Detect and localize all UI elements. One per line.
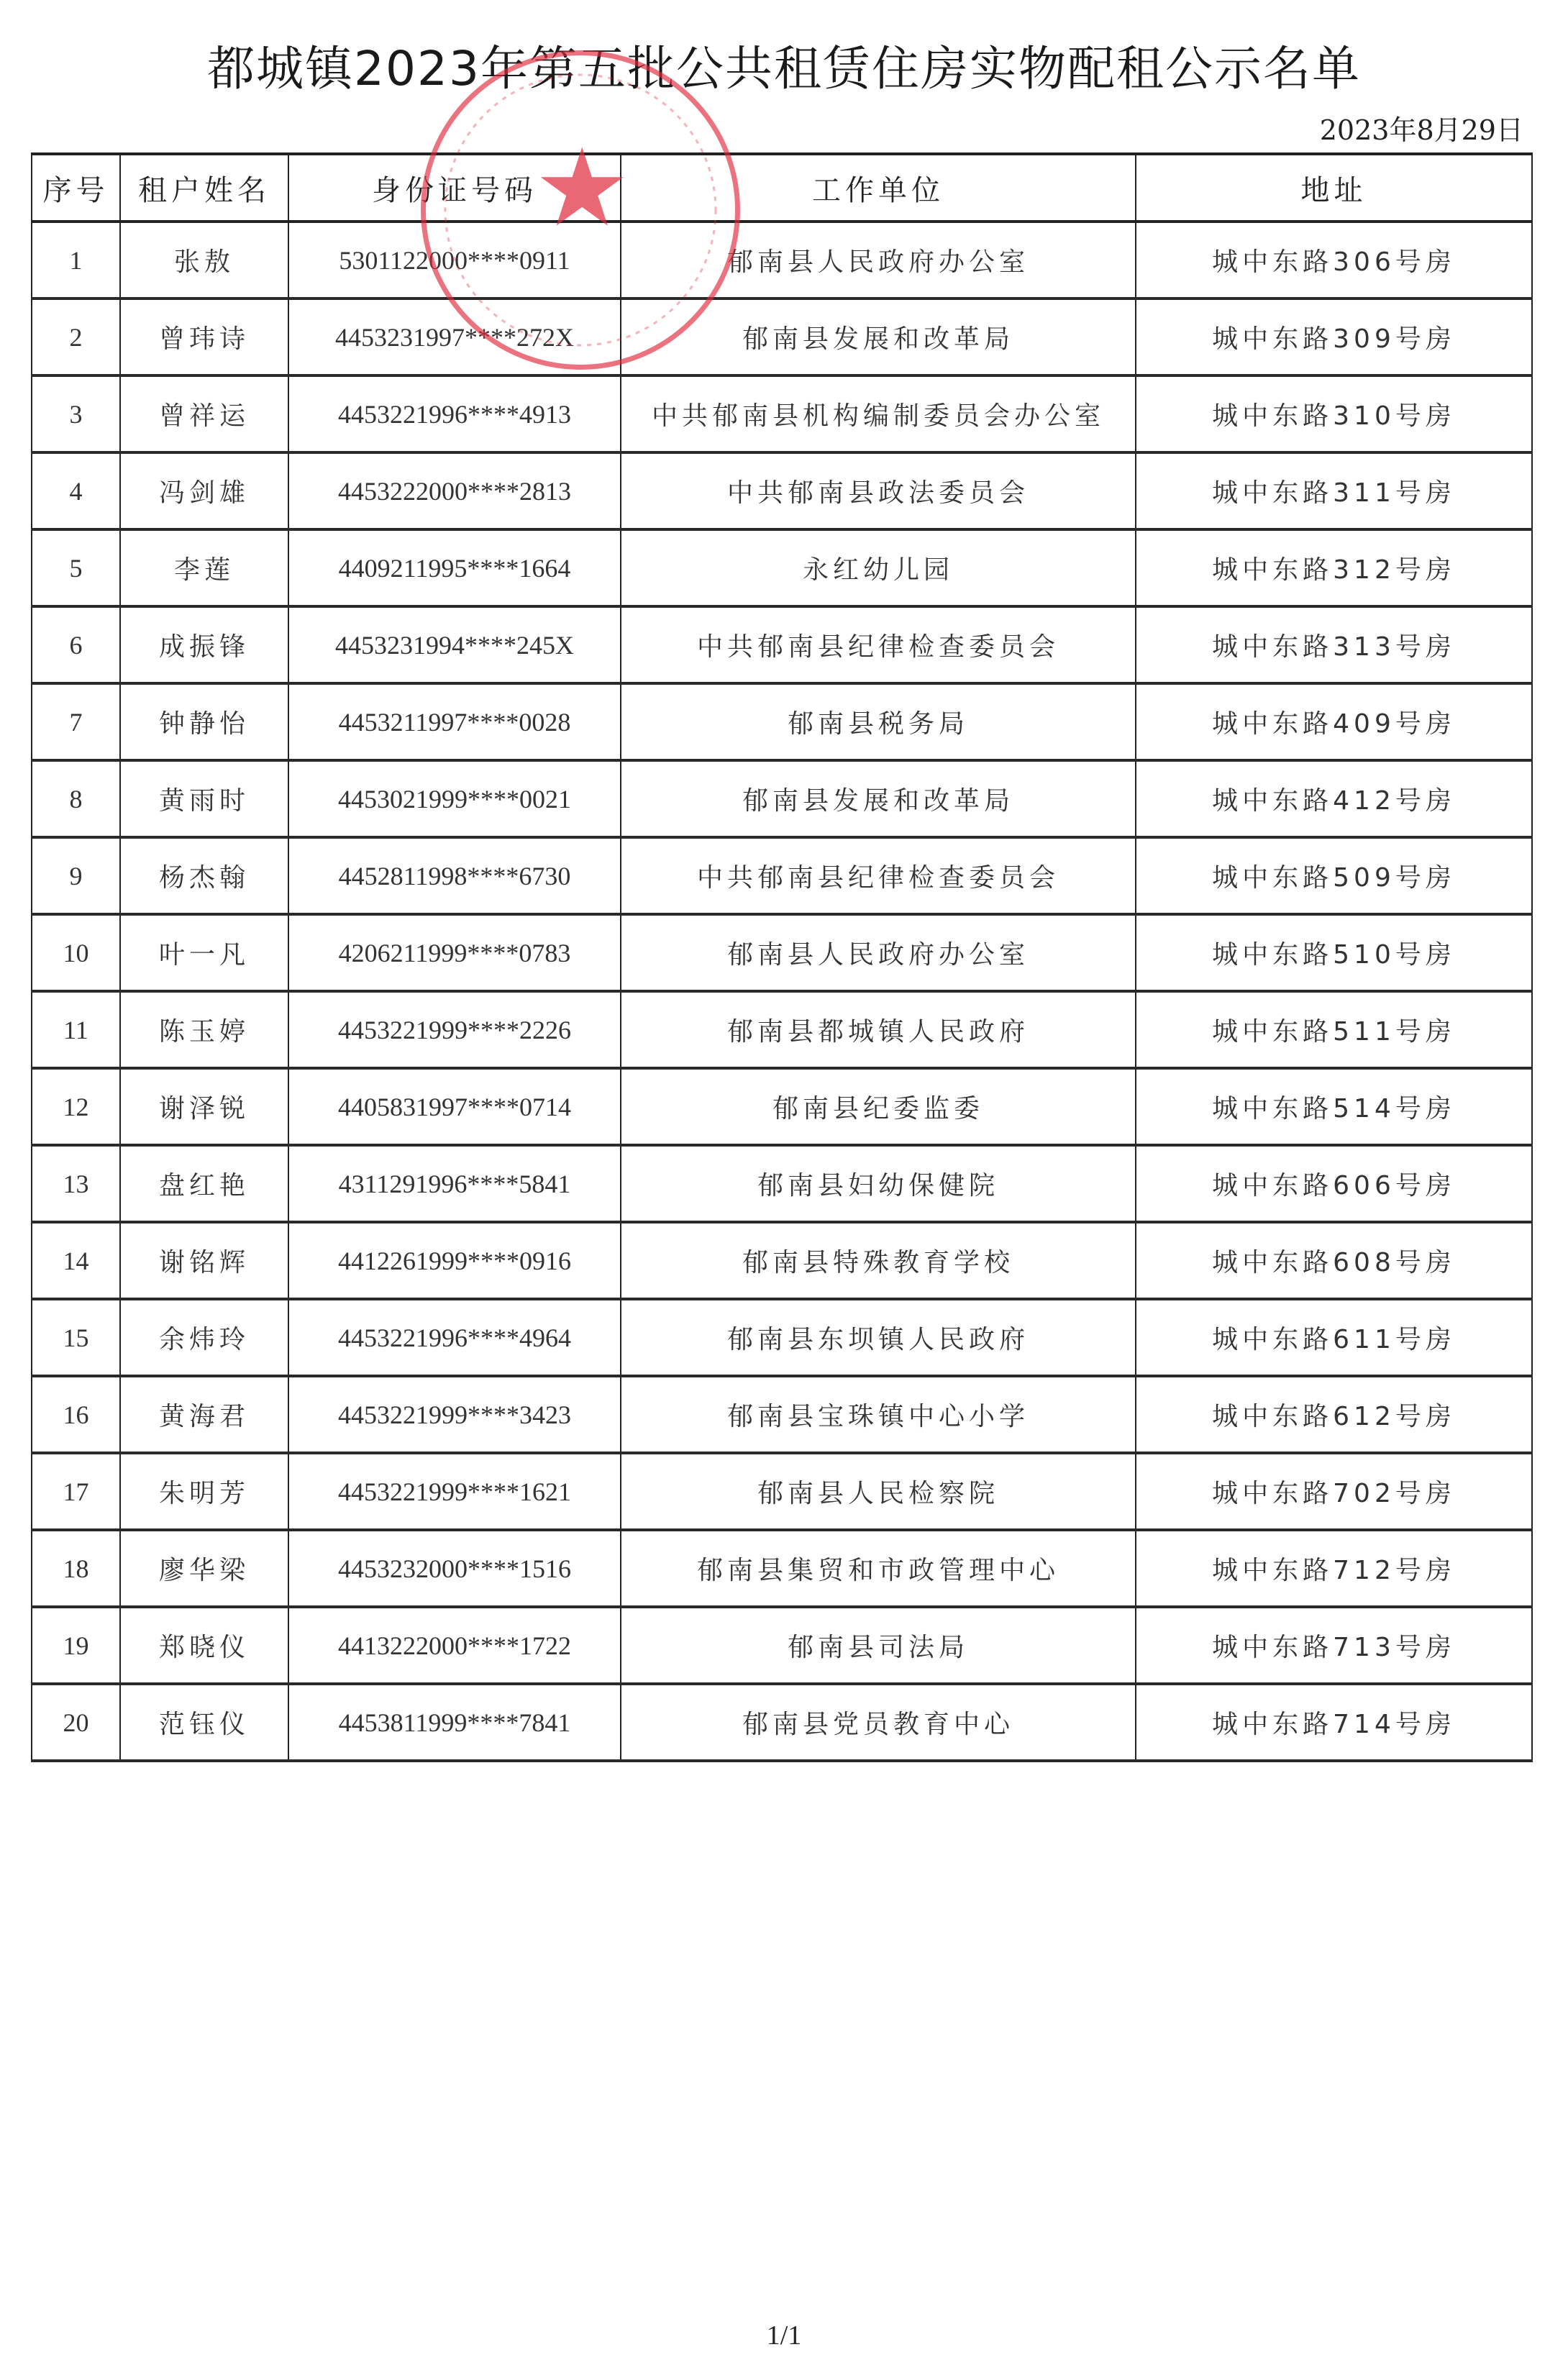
id-number-cell: 4453231997****272X <box>288 299 621 375</box>
table-header-row <box>32 154 1532 222</box>
address-cell: 城中东路514号房 <box>1136 1068 1532 1145</box>
tenant-name-cell: 黄雨时 <box>120 760 288 837</box>
tenant-name-cell: 黄海君 <box>120 1376 288 1453</box>
id-number-cell: 4412261999****0916 <box>288 1222 621 1299</box>
work-unit-cell: 郁南县发展和改革局 <box>621 760 1136 837</box>
row-seq-cell: 1 <box>32 222 120 299</box>
address-cell: 城中东路311号房 <box>1136 452 1532 529</box>
table-row <box>32 1530 1532 1607</box>
table-row <box>32 375 1532 452</box>
tenant-name-cell: 冯剑雄 <box>120 452 288 529</box>
work-unit-cell: 郁南县集贸和市政管理中心 <box>621 1530 1136 1607</box>
address-cell: 城中东路509号房 <box>1136 837 1532 914</box>
work-unit-cell: 郁南县特殊教育学校 <box>621 1222 1136 1299</box>
work-unit-cell: 郁南县人民政府办公室 <box>621 222 1136 299</box>
address-cell: 城中东路310号房 <box>1136 375 1532 452</box>
row-seq-cell: 20 <box>32 1684 120 1761</box>
work-unit-cell: 郁南县妇幼保健院 <box>621 1145 1136 1222</box>
work-unit-cell: 郁南县都城镇人民政府 <box>621 991 1136 1068</box>
header-seq: 序号 <box>32 154 120 222</box>
row-seq-cell: 11 <box>32 991 120 1068</box>
row-seq-cell: 4 <box>32 452 120 529</box>
work-unit-cell: 郁南县司法局 <box>621 1607 1136 1684</box>
id-number-cell: 4405831997****0714 <box>288 1068 621 1145</box>
id-number-cell: 4453221999****3423 <box>288 1376 621 1453</box>
tenant-name-cell: 余炜玲 <box>120 1299 288 1376</box>
table-row <box>32 452 1532 529</box>
address-cell: 城中东路312号房 <box>1136 529 1532 606</box>
row-seq-cell: 17 <box>32 1453 120 1530</box>
tenant-roster-table <box>31 152 1533 1762</box>
table-row <box>32 1684 1532 1761</box>
document-title: 都城镇2023年第五批公共租赁住房实物配租公示名单 <box>207 41 1361 96</box>
address-cell: 城中东路306号房 <box>1136 222 1532 299</box>
id-number-cell: 4413222000****1722 <box>288 1607 621 1684</box>
id-number-cell: 4452811998****6730 <box>288 837 621 914</box>
tenant-name-cell: 李莲 <box>120 529 288 606</box>
row-seq-cell: 8 <box>32 760 120 837</box>
work-unit-cell: 中共郁南县政法委员会 <box>621 452 1136 529</box>
table-row <box>32 760 1532 837</box>
row-seq-cell: 9 <box>32 837 120 914</box>
tenant-name-cell: 谢泽锐 <box>120 1068 288 1145</box>
work-unit-cell: 郁南县宝珠镇中心小学 <box>621 1376 1136 1453</box>
address-cell: 城中东路313号房 <box>1136 606 1532 683</box>
tenant-name-cell: 张敖 <box>120 222 288 299</box>
tenant-name-cell: 叶一凡 <box>120 914 288 991</box>
row-seq-cell: 6 <box>32 606 120 683</box>
tenant-name-cell: 朱明芳 <box>120 1453 288 1530</box>
work-unit-cell: 中共郁南县纪律检查委员会 <box>621 606 1136 683</box>
table-row <box>32 837 1532 914</box>
table-row <box>32 1222 1532 1299</box>
row-seq-cell: 10 <box>32 914 120 991</box>
address-cell: 城中东路712号房 <box>1136 1530 1532 1607</box>
work-unit-cell: 中共郁南县机构编制委员会办公室 <box>621 375 1136 452</box>
work-unit-cell: 郁南县人民政府办公室 <box>621 914 1136 991</box>
work-unit-cell: 永红幼儿园 <box>621 529 1136 606</box>
table-row <box>32 683 1532 760</box>
id-number-cell: 4453232000****1516 <box>288 1530 621 1607</box>
table-row <box>32 1376 1532 1453</box>
header-id: 身份证号码 <box>288 154 621 222</box>
address-cell: 城中东路608号房 <box>1136 1222 1532 1299</box>
id-number-cell: 4453211997****0028 <box>288 683 621 760</box>
tenant-name-cell: 盘红艳 <box>120 1145 288 1222</box>
tenant-name-cell: 曾玮诗 <box>120 299 288 375</box>
address-cell: 城中东路606号房 <box>1136 1145 1532 1222</box>
work-unit-cell: 郁南县人民检察院 <box>621 1453 1136 1530</box>
row-seq-cell: 18 <box>32 1530 120 1607</box>
row-seq-cell: 2 <box>32 299 120 375</box>
id-number-cell: 4453221999****2226 <box>288 991 621 1068</box>
tenant-name-cell: 廖华梁 <box>120 1530 288 1607</box>
header-name: 租户姓名 <box>120 154 288 222</box>
star-icon: ★ <box>534 126 631 251</box>
address-cell: 城中东路511号房 <box>1136 991 1532 1068</box>
row-seq-cell: 19 <box>32 1607 120 1684</box>
tenant-name-cell: 郑晓仪 <box>120 1607 288 1684</box>
table-row <box>32 222 1532 299</box>
tenant-name-cell: 杨杰翰 <box>120 837 288 914</box>
table-row <box>32 299 1532 375</box>
id-number-cell: 4453231994****245X <box>288 606 621 683</box>
work-unit-cell: 郁南县东坝镇人民政府 <box>621 1299 1136 1376</box>
row-seq-cell: 5 <box>32 529 120 606</box>
address-cell: 城中东路702号房 <box>1136 1453 1532 1530</box>
table-row <box>32 914 1532 991</box>
address-cell: 城中东路412号房 <box>1136 760 1532 837</box>
id-number-cell: 4453021999****0021 <box>288 760 621 837</box>
header-address: 地址 <box>1136 154 1532 222</box>
tenant-name-cell: 谢铭辉 <box>120 1222 288 1299</box>
id-number-cell: 4453811999****7841 <box>288 1684 621 1761</box>
table-row <box>32 1145 1532 1222</box>
id-number-cell: 4206211999****0783 <box>288 914 621 991</box>
address-cell: 城中东路612号房 <box>1136 1376 1532 1453</box>
work-unit-cell: 郁南县纪委监委 <box>621 1068 1136 1145</box>
header-unit: 工作单位 <box>621 154 1136 222</box>
work-unit-cell: 郁南县税务局 <box>621 683 1136 760</box>
row-seq-cell: 16 <box>32 1376 120 1453</box>
id-number-cell: 5301122000****0911 <box>288 222 621 299</box>
row-seq-cell: 12 <box>32 1068 120 1145</box>
address-cell: 城中东路714号房 <box>1136 1684 1532 1761</box>
table-row <box>32 1453 1532 1530</box>
row-seq-cell: 14 <box>32 1222 120 1299</box>
table-row <box>32 1068 1532 1145</box>
tenant-name-cell: 成振锋 <box>120 606 288 683</box>
publication-date: 2023年8月29日 <box>1319 114 1523 146</box>
tenant-name-cell: 范钰仪 <box>120 1684 288 1761</box>
work-unit-cell: 中共郁南县纪律检查委员会 <box>621 837 1136 914</box>
tenant-name-cell: 钟静怡 <box>120 683 288 760</box>
table-row <box>32 529 1532 606</box>
work-unit-cell: 郁南县党员教育中心 <box>621 1684 1136 1761</box>
table-row <box>32 1299 1532 1376</box>
id-number-cell: 4453221996****4964 <box>288 1299 621 1376</box>
row-seq-cell: 13 <box>32 1145 120 1222</box>
address-cell: 城中东路611号房 <box>1136 1299 1532 1376</box>
tenant-name-cell: 曾祥运 <box>120 375 288 452</box>
table-row <box>32 1607 1532 1684</box>
id-number-cell: 4311291996****5841 <box>288 1145 621 1222</box>
table-row <box>32 991 1532 1068</box>
tenant-name-cell: 陈玉婷 <box>120 991 288 1068</box>
address-cell: 城中东路713号房 <box>1136 1607 1532 1684</box>
id-number-cell: 4453221999****1621 <box>288 1453 621 1530</box>
id-number-cell: 4453221996****4913 <box>288 375 621 452</box>
row-seq-cell: 3 <box>32 375 120 452</box>
address-cell: 城中东路510号房 <box>1136 914 1532 991</box>
row-seq-cell: 7 <box>32 683 120 760</box>
address-cell: 城中东路309号房 <box>1136 299 1532 375</box>
id-number-cell: 4453222000****2813 <box>288 452 621 529</box>
page-number: 1/1 <box>766 2320 802 2351</box>
id-number-cell: 4409211995****1664 <box>288 529 621 606</box>
work-unit-cell: 郁南县发展和改革局 <box>621 299 1136 375</box>
row-seq-cell: 15 <box>32 1299 120 1376</box>
table-row <box>32 606 1532 683</box>
address-cell: 城中东路409号房 <box>1136 683 1532 760</box>
